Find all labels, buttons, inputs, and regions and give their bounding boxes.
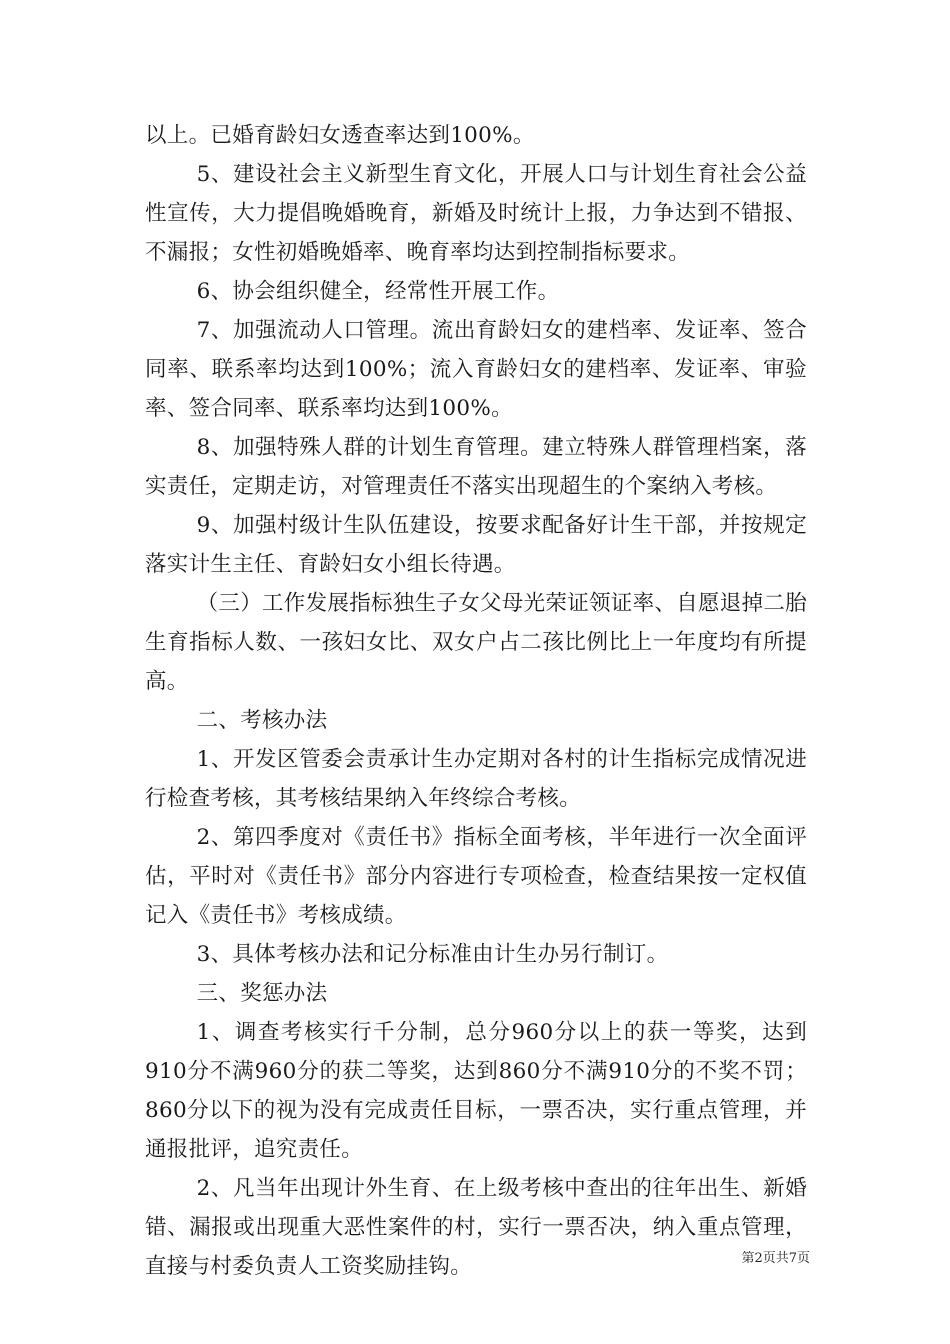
- paragraph: （三）工作发展指标独生子女父母光荣证领证率、自愿退掉二胎生育指标人数、一孩妇女比、双女户占二孩比例比上一年度均有所提高。: [145, 591, 807, 694]
- paragraph: 3、具体考核办法和记分标准由计生办另行制订。: [196, 942, 669, 967]
- paragraph: 5、建设社会主义新型生育文化，开展人口与计划生育社会公益性宣传，大力提倡晚婚晚育，新婚及时统计上报，力争达到不错报、不漏报；女性初婚晚婚率、晚育率均达到控制指标要求。: [145, 162, 807, 265]
- paragraph: 1、调查考核实行千分制，总分960分以上的获一等奖，达到910分不满960分的获二等奖，达到860分不满910分的不奖不罚；860分以下的视为没有完成责任目标，一票否决，实行重点管理，并通报批评，追究责任。: [145, 1020, 807, 1162]
- paragraph: 7、加强流动人口管理。流出育龄妇女的建档率、发证率、签合同率、联系率均达到100%；流入育龄妇女的建档率、发证率、审验率、签合同率、联系率均达到100%。: [145, 318, 807, 421]
- paragraph: 8、加强特殊人群的计划生育管理。建立特殊人群管理档案，落实责任，定期走访，对管理责任不落实出现超生的个案纳入考核。: [145, 435, 807, 499]
- page-number: 第2页共7页: [741, 1251, 810, 1266]
- paragraph: 2、第四季度对《责任书》指标全面考核，半年进行一次全面评估，平时对《责任书》部分内容进行专项检查，检查结果按一定权值记入《责任书》考核成绩。: [145, 825, 807, 928]
- paragraph: 1、开发区管委会责承计生办定期对各村的计生指标完成情况进行检查考核，其考核结果纳入年终综合考核。: [145, 747, 807, 811]
- paragraph: 9、加强村级计生队伍建设，按要求配备好计生干部，并按规定落实计生主任、育龄妇女小组长待遇。: [145, 513, 807, 577]
- paragraph: 2、凡当年出现计外生育、在上级考核中查出的往年出生、新婚错、漏报或出现重大恶性案件的村，实行一票否决，纳入重点管理，直接与村委负责人工资奖励挂钩。: [145, 1176, 807, 1279]
- section-heading: 二、考核办法: [196, 708, 328, 733]
- paragraph: 6、协会组织健全，经常性开展工作。: [196, 279, 560, 304]
- paragraph: 以上。已婚育龄妇女透查率达到100%。: [145, 123, 535, 148]
- document-body: [145, 116, 807, 1286]
- section-heading: 三、奖惩办法: [196, 981, 328, 1006]
